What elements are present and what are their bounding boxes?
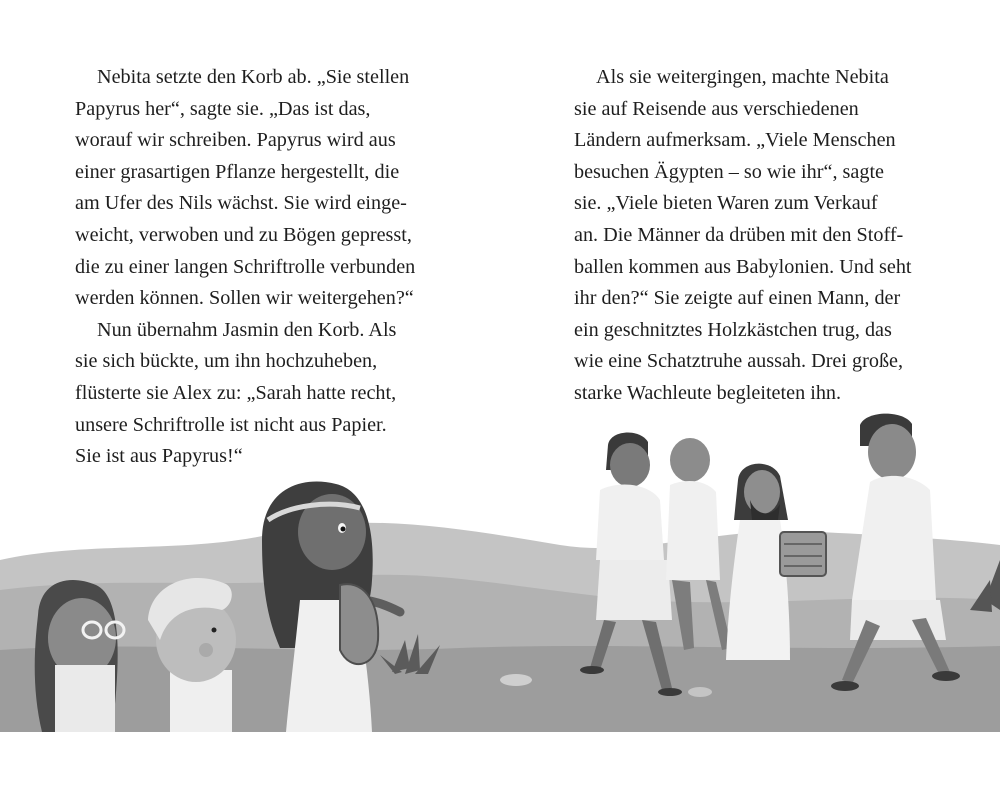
text-line: ein geschnitztes Holzkästchen trug, das <box>574 318 892 341</box>
text-line: wie eine Schatztruhe aussah. Drei große, <box>574 350 904 373</box>
text-line: die zu einer langen Schriftrolle verbunden <box>75 255 416 278</box>
text-line: ihr den?“ Sie zeigte auf einen Mann, der <box>574 287 901 310</box>
text-line: ballen kommen aus Babylonien. Und seht <box>574 255 912 278</box>
text-line: sie auf Reisende aus verschiedenen <box>574 97 859 120</box>
text-line: starke Wachleute begleiteten ihn. <box>574 381 842 404</box>
right-page-text <box>574 62 930 410</box>
text-line: flüsterte sie Alex zu: „Sarah hatte recht, <box>75 381 397 404</box>
text-line: sie. „Viele bieten Waren zum Verkauf <box>574 192 878 215</box>
text-line: weicht, verwoben und zu Bögen gepresst, <box>75 223 412 246</box>
text-line: unsere Schriftrolle ist nicht aus Papier. <box>75 413 387 436</box>
landscape <box>0 523 1000 732</box>
text-line: Nun übernahm Jasmin den Korb. Als <box>97 318 397 341</box>
text-line: worauf wir schreiben. Papyrus wird aus <box>75 129 396 152</box>
text-line: Ländern aufmerksam. „Viele Menschen <box>574 129 896 152</box>
text-line: Sie ist aus Papyrus!“ <box>75 445 243 468</box>
girl-with-glasses <box>35 580 124 732</box>
text-line: besuchen Ägypten – so wie ihr“, sagte <box>574 160 885 183</box>
text-line: Papyrus her“, sagte sie. „Das ist das, <box>75 97 371 120</box>
text-line: am Ufer des Nils wächst. Sie wird einge- <box>75 192 407 215</box>
text-line: an. Die Männer da drüben mit den Stoff- <box>574 223 904 246</box>
text-line: Nebita setzte den Korb ab. „Sie stellen <box>97 66 410 88</box>
illustration <box>0 400 1000 732</box>
text-line: Als sie weitergingen, machte Nebita <box>596 66 889 88</box>
text-line: einer grasartigen Pflanze hergestellt, die <box>75 160 400 183</box>
text-line: sie sich bückte, um ihn hochzuheben, <box>75 350 378 373</box>
text-line: werden können. Sollen wir weitergehen?“ <box>75 287 414 310</box>
